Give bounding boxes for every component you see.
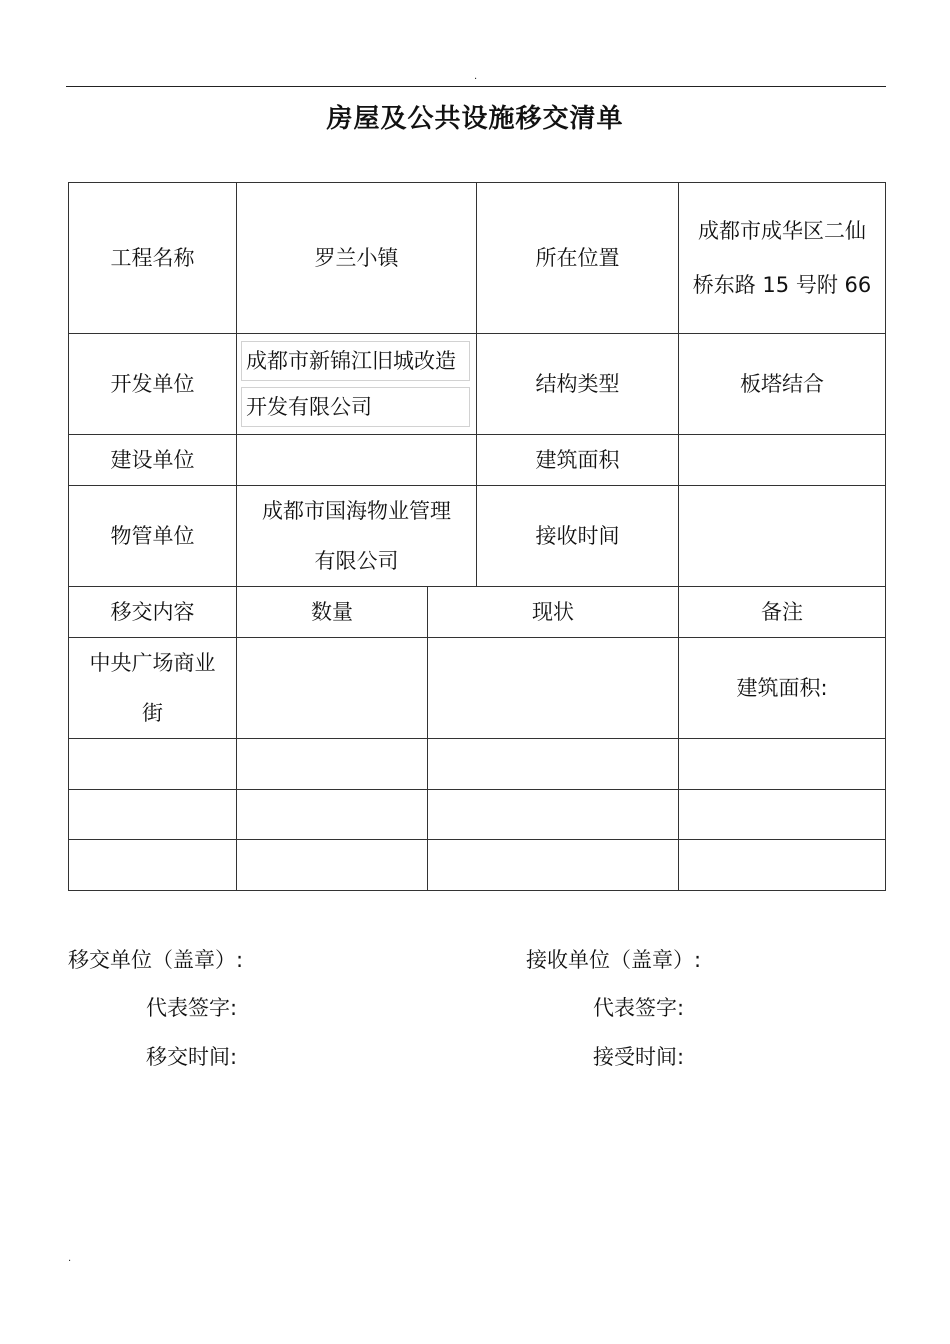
table-row (69, 638, 886, 739)
item-remarks: 建筑面积: (679, 638, 886, 739)
items-header-row (69, 587, 886, 638)
builder-label: 建设单位 (69, 435, 237, 486)
header-quantity: 数量 (237, 587, 428, 638)
developer-label: 开发单位 (69, 334, 237, 435)
table-row (69, 840, 886, 891)
header-status: 现状 (428, 587, 679, 638)
developer-value (237, 334, 477, 435)
item-status (428, 638, 679, 739)
receiver-time-label: 接受时间: (593, 1045, 685, 1069)
item-content (69, 840, 237, 891)
location-label: 所在位置 (477, 183, 679, 334)
location-value (679, 183, 886, 334)
property-line-2: 有限公司 (314, 549, 399, 573)
table-row (69, 739, 886, 790)
location-line-2: 桥东路 15 号附 66 (692, 272, 872, 297)
item-status (428, 840, 679, 891)
item-quantity (237, 638, 428, 739)
header-rule (66, 86, 886, 87)
item-status (428, 739, 679, 790)
developer-line-1: 成都市新锦江旧城改造 (241, 341, 470, 381)
item-status (428, 790, 679, 840)
handover-time-label: 移交时间: (146, 1045, 238, 1069)
item-remarks (679, 739, 886, 790)
row-project (69, 183, 886, 334)
receiver-rep-label: 代表签字: (593, 996, 685, 1020)
receive-time-value (679, 486, 886, 587)
header-dot: . (474, 71, 478, 82)
item-content-line-1: 中央广场商业 (89, 651, 216, 675)
table-row (69, 790, 886, 840)
document-title: 房屋及公共设施移交清单 (326, 104, 624, 134)
location-line-1: 成都市成华区二仙 (698, 218, 866, 243)
builder-value (237, 435, 477, 486)
structure-label: 结构类型 (477, 334, 679, 435)
item-quantity (237, 840, 428, 891)
property-line-1: 成都市国海物业管理 (262, 499, 451, 523)
property-value (237, 486, 477, 587)
area-value (679, 435, 886, 486)
item-content (69, 638, 237, 739)
developer-line-2: 开发有限公司 (241, 387, 470, 427)
row-builder (69, 435, 886, 486)
item-quantity (237, 790, 428, 840)
row-property (69, 486, 886, 587)
handover-rep-label: 代表签字: (146, 996, 238, 1020)
footer-dot: . (68, 1253, 72, 1264)
structure-value: 板塔结合 (679, 334, 886, 435)
area-label: 建筑面积 (477, 435, 679, 486)
property-label: 物管单位 (69, 486, 237, 587)
item-remarks (679, 790, 886, 840)
item-remarks (679, 840, 886, 891)
header-content: 移交内容 (69, 587, 237, 638)
handover-table (68, 182, 886, 891)
project-label: 工程名称 (69, 183, 237, 334)
receiver-unit-label: 接收单位（盖章）: (526, 948, 702, 972)
header-remarks: 备注 (679, 587, 886, 638)
item-content (69, 790, 237, 840)
item-content (69, 739, 237, 790)
project-value: 罗兰小镇 (237, 183, 477, 334)
row-developer (69, 334, 886, 435)
item-content-line-2: 街 (142, 701, 163, 725)
item-quantity (237, 739, 428, 790)
handover-unit-label: 移交单位（盖章）: (68, 948, 244, 972)
receive-time-label: 接收时间 (477, 486, 679, 587)
